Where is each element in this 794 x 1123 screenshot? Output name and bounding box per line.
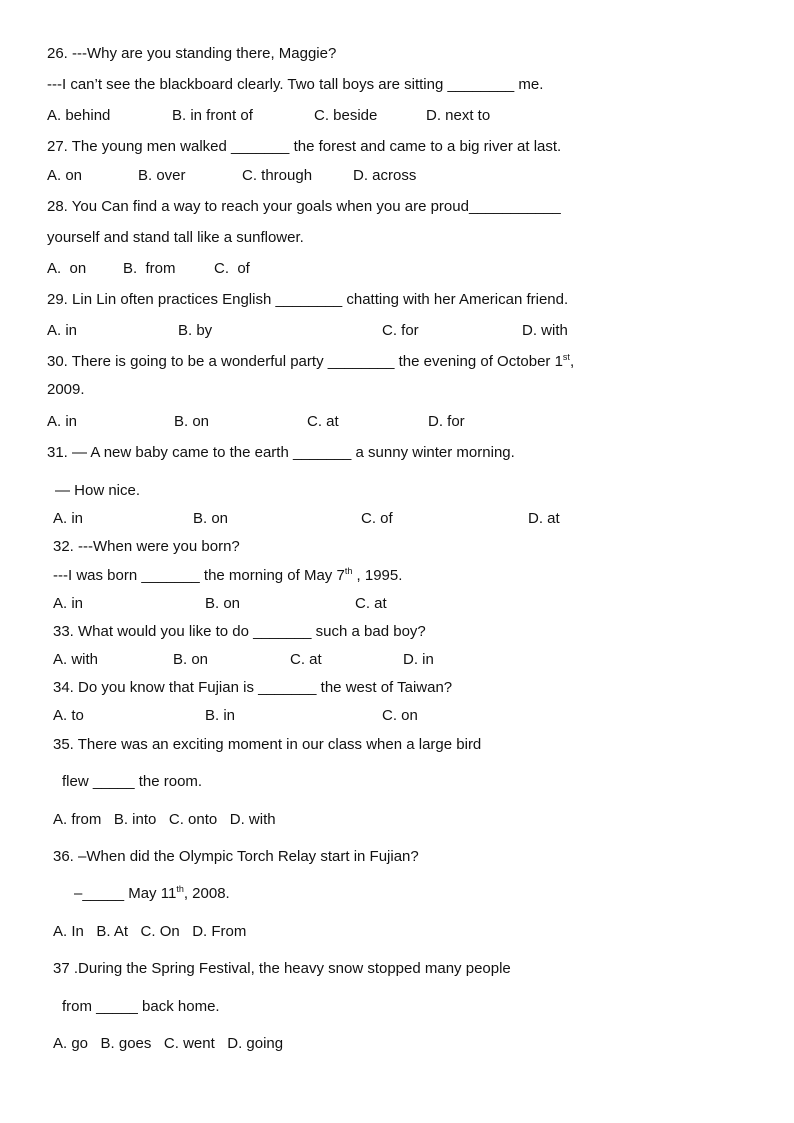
- q28-option-b: B. from: [123, 260, 176, 277]
- question-35-continuation: flew _____ the room.: [62, 773, 203, 790]
- q36-reply-main: –_____ May 11: [74, 885, 177, 902]
- question-36-text: 36. –When did the Olympic Torch Relay start in Fujian?: [53, 848, 419, 865]
- q30-superscript: st: [562, 352, 570, 362]
- question-37-continuation: from _____ back home.: [62, 998, 220, 1015]
- question-34-text: 34. Do you know that Fujian is _______ the west of Taiwan?: [53, 679, 453, 696]
- q33-option-d: D. in: [403, 651, 434, 668]
- question-31-reply: — How nice.: [55, 482, 141, 499]
- question-29-text: 29. Lin Lin often practices English ________ chatting with her American friend.: [47, 291, 569, 308]
- q27-option-b: B. over: [138, 167, 186, 184]
- q30-option-c: C. at: [307, 413, 339, 430]
- question-27-text: 27. The young men walked _______ the forest and came to a big river at last.: [47, 138, 562, 155]
- q32-option-c: C. at: [355, 595, 387, 612]
- q31-option-d: D. at: [528, 510, 560, 527]
- q36-reply-end: , 2008.: [183, 885, 230, 902]
- q34-option-a: A. to: [53, 707, 84, 724]
- q30-option-b: B. on: [174, 413, 210, 430]
- q27-option-a: A. on: [47, 167, 83, 184]
- q26-option-b: B. in front of: [172, 107, 253, 124]
- q33-option-b: B. on: [173, 651, 209, 668]
- question-33-text: 33. What would you like to do _______ such a bad boy?: [53, 623, 426, 640]
- q26-option-a: A. behind: [47, 107, 111, 124]
- q29-option-b: B. by: [178, 322, 213, 339]
- q32-dialogue-end: , 1995.: [352, 567, 403, 584]
- q32-dialogue-main: ---I was born _______ the morning of May 7: [53, 567, 345, 584]
- question-28-continuation: yourself and stand tall like a sunflower.: [47, 229, 304, 246]
- q28-option-c: C. of: [214, 260, 250, 277]
- question-36-reply: [74, 885, 230, 903]
- question-37-text: 37 .During the Spring Festival, the heavy snow stopped many people: [53, 960, 511, 977]
- question-28-text: 28. You Can find a way to reach your goals when you are proud___________: [47, 198, 561, 215]
- question-26-dialogue: ---I can’t see the blackboard clearly. Two tall boys are sitting ________ me.: [47, 76, 544, 93]
- q31-option-c: C. of: [361, 510, 393, 527]
- q32-option-b: B. on: [205, 595, 241, 612]
- question-35-text: 35. There was an exciting moment in our class when a large bird: [53, 736, 482, 753]
- q32-option-a: A. in: [53, 595, 84, 612]
- q33-option-a: A. with: [53, 651, 99, 668]
- q30-option-a: A. in: [47, 413, 78, 430]
- question-31-text: 31. — A new baby came to the earth _______ a sunny winter morning.: [47, 444, 515, 461]
- q31-option-b: B. on: [193, 510, 229, 527]
- q27-option-c: C. through: [242, 167, 313, 184]
- q30-text-end: ,: [569, 353, 575, 370]
- question-32-text: 32. ---When were you born?: [53, 538, 240, 555]
- q29-option-c: C. for: [382, 322, 419, 339]
- q26-option-d: D. next to: [426, 107, 491, 124]
- q36-options: A. In B. At C. On D. From: [53, 923, 247, 940]
- question-32-dialogue: [53, 567, 402, 585]
- q30-option-d: D. for: [428, 413, 465, 430]
- q35-options: A. from B. into C. onto D. with: [53, 811, 276, 828]
- q34-option-c: C. on: [382, 707, 418, 724]
- q31-option-a: A. in: [53, 510, 84, 527]
- q26-option-c: C. beside: [314, 107, 378, 124]
- q34-option-b: B. in: [205, 707, 236, 724]
- q30-text-main: 30. There is going to be a wonderful party ________ the evening of October 1: [47, 353, 563, 370]
- q27-option-d: D. across: [353, 167, 417, 184]
- q32-superscript: th: [344, 566, 353, 576]
- q28-option-a: A. on: [47, 260, 87, 277]
- q29-option-a: A. in: [47, 322, 78, 339]
- q33-option-c: C. at: [290, 651, 322, 668]
- question-26-text: 26. ---Why are you standing there, Maggie?: [47, 45, 337, 62]
- q36-superscript: th: [176, 884, 184, 894]
- q37-options: A. go B. goes C. went D. going: [53, 1035, 284, 1052]
- question-30-text: [47, 353, 574, 371]
- q29-option-d: D. with: [522, 322, 568, 339]
- question-30-continuation: 2009.: [47, 381, 85, 398]
